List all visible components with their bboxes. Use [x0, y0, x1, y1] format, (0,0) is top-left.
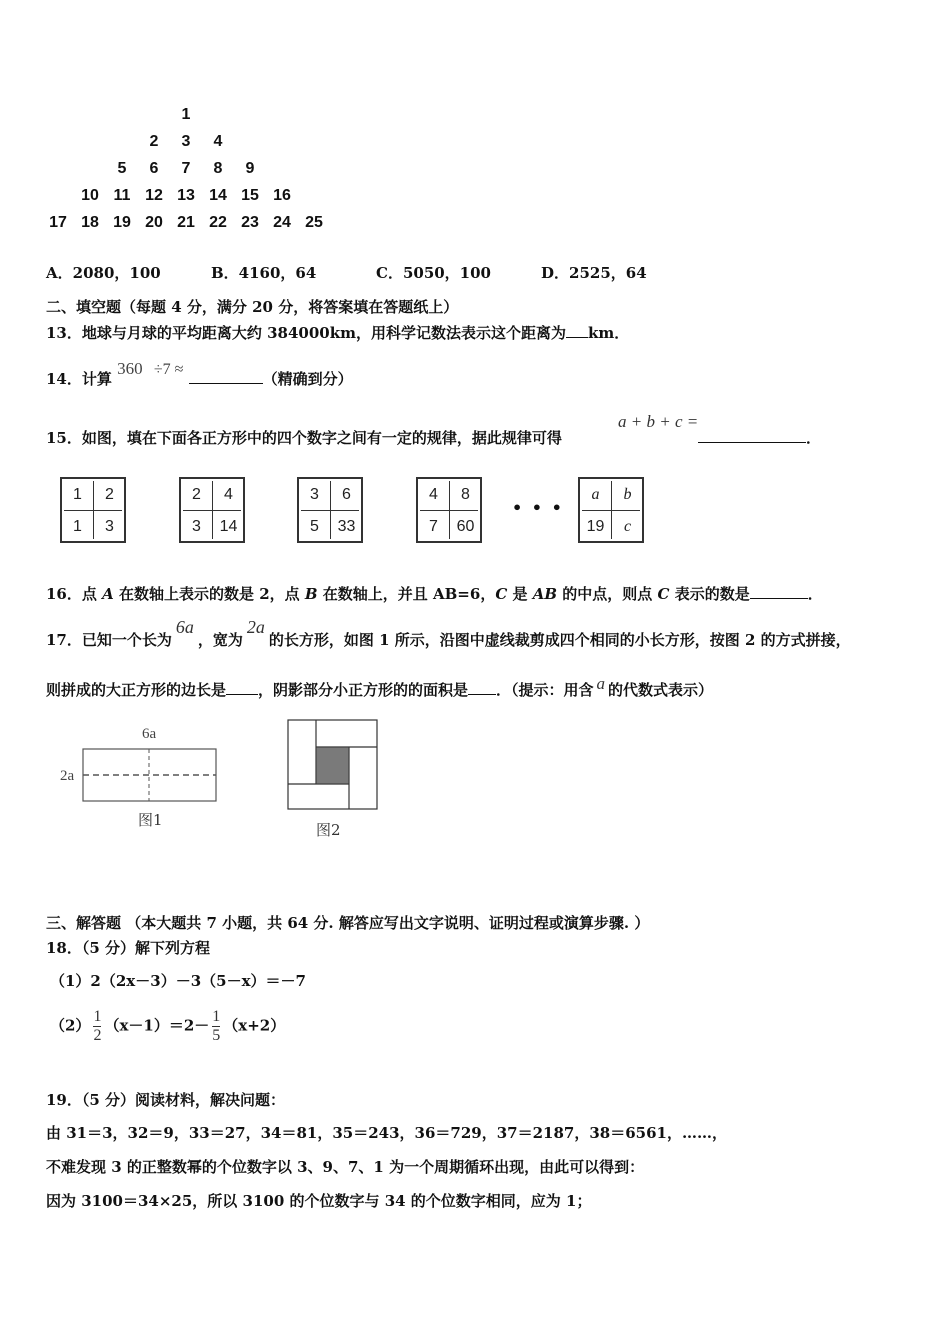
- q19-line1: 由 31＝3，32＝9，33＝27，34＝81，35＝243，36＝729，37＝2187，38＝6561，……，: [46, 1124, 727, 1142]
- triangle-number: 9: [245, 160, 255, 177]
- option-b: B．4160，64: [211, 264, 317, 282]
- q13-unit: km．: [588, 324, 630, 342]
- square-4-tl: 4: [429, 485, 438, 503]
- q13: [46, 322, 629, 343]
- section2-title: 二、填空题（每题 4 分，满分 20 分，将答案填在答题纸上）: [46, 298, 459, 316]
- q17-line2: [46, 674, 714, 700]
- fraction-half-den: 2: [93, 1027, 102, 1044]
- q15-answer: [698, 427, 821, 448]
- triangle-number: 14: [209, 187, 227, 204]
- section3-title: 三、解答题 （本大题共 7 小题，共 64 分. 解答应写出文字说明、证明过程或演算步骤. ）: [46, 914, 650, 932]
- q16-point-b: B: [304, 585, 318, 603]
- triangle-number: 12: [145, 187, 163, 204]
- q17-text-6: ．（提示：用含: [496, 681, 594, 699]
- square-3-tl: 3: [310, 485, 319, 503]
- q17-text-4: 则拼成的大正方形的边长是: [46, 681, 227, 699]
- square-5-bl: 19: [586, 517, 605, 535]
- q16-text-6: 表示的数是: [669, 585, 750, 603]
- q17-var-a: a: [596, 674, 606, 693]
- q15-expr: a + b + c =: [618, 412, 699, 431]
- triangle-number: 10: [81, 187, 99, 204]
- q15-blank: [698, 428, 806, 443]
- q14-blank: [189, 369, 263, 384]
- square-3-tr: 6: [342, 485, 351, 503]
- q16-text-2: 在数轴上表示的数是 2，点: [113, 585, 305, 603]
- triangle-number: 19: [113, 214, 131, 231]
- triangle-number: 4: [213, 133, 223, 150]
- q15-text: 15．如图，填在下面各正方形中的四个数字之间有一定的规律，据此规律可得: [46, 429, 562, 447]
- triangle-number: 15: [241, 187, 259, 204]
- q13-text: 13．地球与月球的平均距离大约 384000km，用科学记数法表示这个距离为: [46, 324, 566, 342]
- square-3: [297, 477, 363, 543]
- triangle-number: 17: [49, 214, 67, 231]
- q18-eq2: [50, 1008, 285, 1045]
- q17-line1: [46, 617, 851, 650]
- triangle-number: 21: [177, 214, 195, 231]
- q18-eq2-end: （x+2）: [223, 1016, 286, 1035]
- q15-end: ．: [806, 429, 822, 447]
- triangle-number: 20: [145, 214, 163, 231]
- square-1-tl: 1: [73, 485, 82, 503]
- q19-line3: 因为 3100＝34×25，所以 3100 的个位数字与 34 的个位数字相同，应为 1；: [46, 1192, 592, 1210]
- q19-title: 19．（5 分）阅读材料，解决问题：: [46, 1091, 286, 1109]
- q16-segment-ab: AB: [532, 585, 558, 603]
- q16-end: ．: [807, 585, 823, 603]
- q17-text-7: 的代数式表示）: [608, 681, 714, 699]
- fig2-caption: 图2: [316, 821, 341, 839]
- square-3-bl: 5: [310, 517, 319, 535]
- fig1-rectangle: [82, 748, 218, 804]
- square-2-tr: 4: [224, 485, 233, 503]
- square-5-tl: a: [591, 485, 600, 503]
- fig2-square: [287, 719, 379, 811]
- square-4-br: 60: [456, 517, 475, 535]
- fraction-fifth-num: 1: [212, 1008, 221, 1025]
- q19-line2: 不难发现 3 的正整数幂的个位数字以 3、9、7、1 为一个周期循环出现，由此可以得到：: [46, 1158, 645, 1176]
- square-1: [60, 477, 126, 543]
- triangle-number: 1: [181, 106, 191, 123]
- triangle-number: 11: [113, 187, 131, 204]
- q17-blank-2: [468, 680, 496, 695]
- square-2-tl: 2: [192, 485, 201, 503]
- q18-title: 18．（5 分）解下列方程: [46, 939, 211, 957]
- triangle-number: 25: [305, 214, 323, 231]
- triangle-number: 22: [209, 214, 227, 231]
- fraction-fifth-den: 5: [212, 1027, 221, 1044]
- square-2-br: 14: [219, 517, 238, 535]
- triangle-number: 7: [181, 160, 191, 177]
- q17-text-1: 17．已知一个长为: [46, 631, 172, 649]
- square-2: [179, 477, 245, 543]
- q17-text-2: ，宽为: [197, 631, 243, 649]
- q16-point-c: C: [495, 585, 508, 603]
- fig2-shaded-square: [316, 747, 349, 784]
- q13-blank: [566, 323, 588, 338]
- q14-prefix: 14．计算: [46, 370, 112, 388]
- q14: [46, 358, 353, 388]
- q16-point-a: A: [102, 585, 114, 603]
- q16-text-1: 16．点: [46, 585, 103, 603]
- q16-blank: [750, 584, 808, 599]
- q17-blank-1: [226, 680, 258, 695]
- square-1-bl: 1: [73, 517, 82, 535]
- q14-expr-num: 360: [117, 359, 143, 378]
- q17-width: 2a: [246, 617, 265, 637]
- q17-text-5: ，阴影部分小正方形的的面积是: [258, 681, 469, 699]
- triangle-number: 23: [241, 214, 259, 231]
- triangle-number: 18: [81, 214, 99, 231]
- triangle-number: 13: [177, 187, 195, 204]
- square-5-br: c: [623, 517, 632, 535]
- option-a: A．2080，100: [46, 264, 161, 282]
- triangle-number: 2: [149, 133, 159, 150]
- q14-expr-rest: ÷7 ≈: [153, 361, 184, 378]
- triangle-number: 24: [273, 214, 291, 231]
- q17-text-3: 的长方形，如图 1 所示，沿图中虚线裁剪成四个相同的小长方形，按图 2 的方式拼接，: [268, 631, 851, 649]
- square-5: [578, 477, 644, 543]
- square-4: [416, 477, 482, 543]
- option-d: D．2525，64: [541, 264, 647, 282]
- square-5-tr: b: [623, 485, 632, 503]
- q18-eq1: （1）2（2x－3）－3（5－x）＝－7: [50, 972, 306, 990]
- triangle-number: 6: [149, 160, 159, 177]
- q16-text-4: 是: [507, 585, 533, 603]
- ellipsis-dots: • • •: [512, 498, 564, 517]
- fraction-fifth: [212, 1008, 220, 1045]
- fraction-half-num: 1: [93, 1008, 102, 1025]
- square-4-bl: 7: [429, 517, 438, 535]
- square-3-br: 33: [337, 517, 356, 535]
- square-1-br: 3: [105, 517, 114, 535]
- q16-text-5: 的中点，则点: [557, 585, 658, 603]
- q18-eq2-mid: （x－1）＝2－: [104, 1016, 210, 1035]
- q14-suffix: （精确到分）: [262, 370, 353, 388]
- triangle-number: 8: [213, 160, 223, 177]
- triangle-number: 16: [273, 187, 291, 204]
- q16-text-3: 在数轴上，并且 AB=6，: [317, 585, 496, 603]
- q18-eq2-pre: （2）: [50, 1016, 91, 1035]
- square-1-tr: 2: [105, 485, 114, 503]
- triangle-number: 3: [181, 133, 191, 150]
- option-c: C．5050，100: [376, 264, 491, 282]
- fraction-half: [93, 1008, 101, 1045]
- square-4-tr: 8: [461, 485, 470, 503]
- triangle-number: 5: [117, 160, 127, 177]
- fig1-top-label: 6a: [142, 726, 157, 742]
- fig1-caption: 图1: [138, 811, 163, 829]
- square-2-bl: 3: [192, 517, 201, 535]
- q17-length: 6a: [175, 617, 194, 637]
- q16-point-c2: C: [657, 585, 670, 603]
- q15: [46, 427, 562, 448]
- fig1-side-label: 2a: [60, 768, 75, 784]
- q16: [46, 583, 823, 604]
